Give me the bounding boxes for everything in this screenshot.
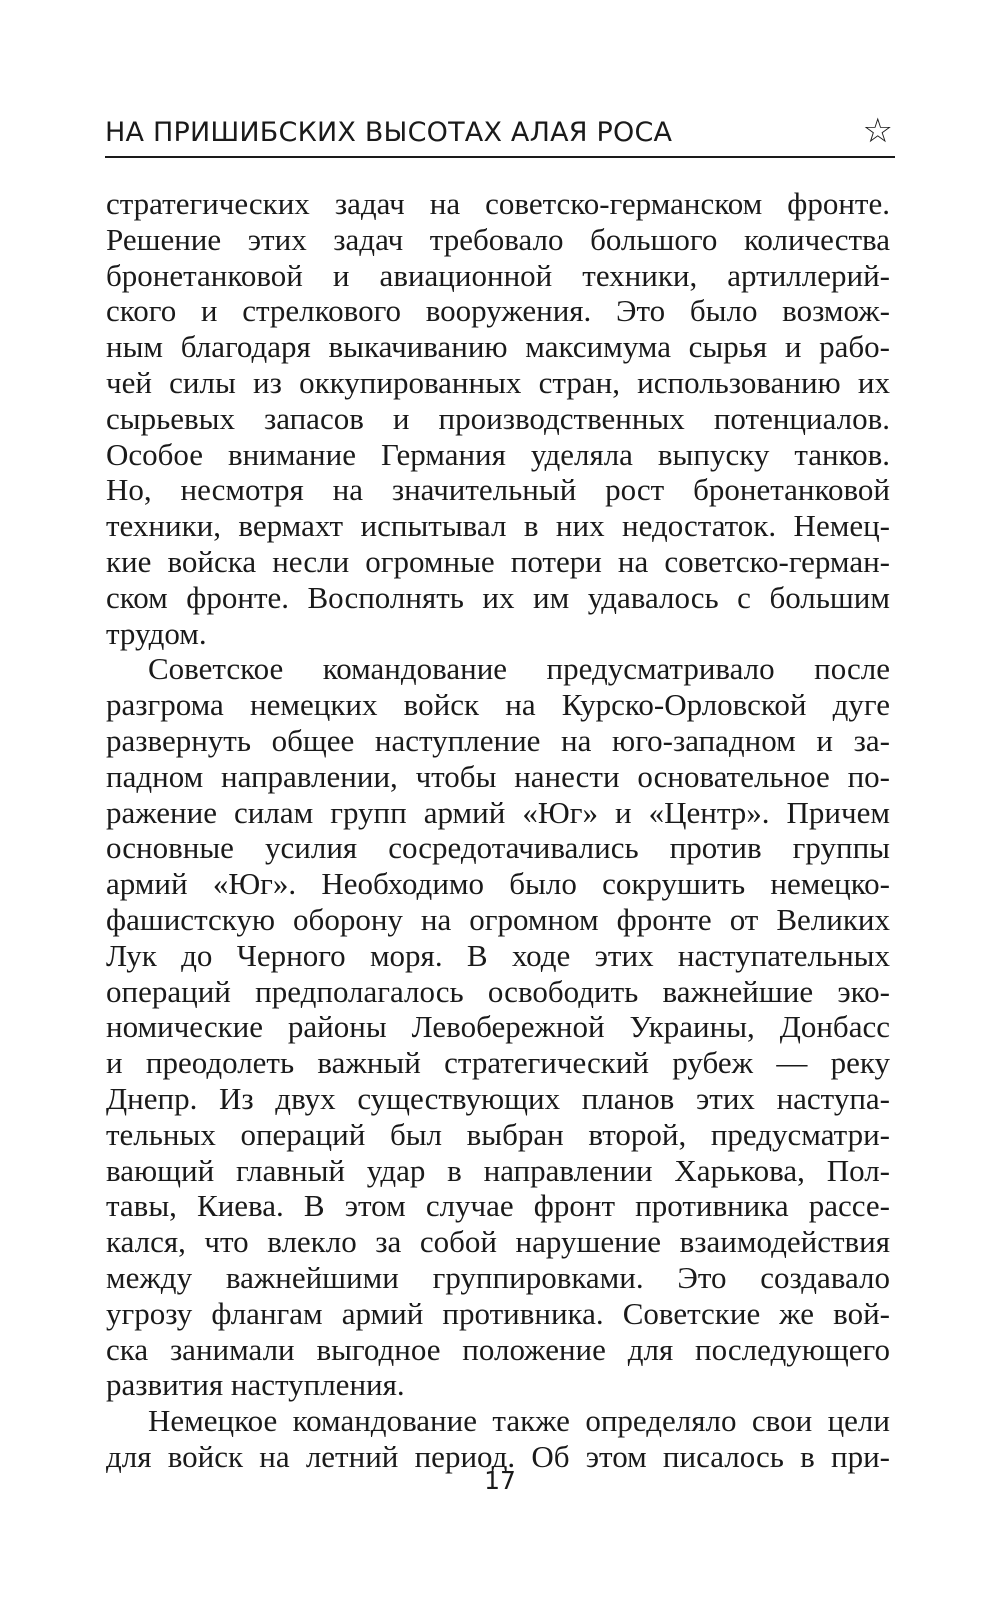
text-line: Днепр. Из двух существующих планов этих наступа- <box>106 1080 890 1116</box>
running-header-title: НА ПРИШИБСКИХ ВЫСОТАХ АЛАЯ РОСА <box>105 117 673 148</box>
running-header <box>105 112 895 158</box>
text-line: трудом. <box>106 615 207 651</box>
paragraph <box>106 651 890 1403</box>
body-text <box>106 186 890 1475</box>
text-line: и преодолеть важный стратегический рубеж — реку <box>106 1045 890 1081</box>
text-line: операций предполагалось освободить важнейшие эко- <box>106 973 890 1009</box>
text-line: техники, вермахт испытывал в них недостаток. Немец- <box>106 508 890 544</box>
text-line: кие войска несли огромные потери на советско-герман- <box>106 543 890 579</box>
text-line: основные усилия сосредотачивались против группы <box>106 830 890 866</box>
text-line: бронетанковой и авиационной техники, артиллерий- <box>106 257 890 293</box>
text-line: Советское командование предусматривало после <box>148 651 890 687</box>
text-line: ным благодаря выкачиванию максимума сырья и рабо- <box>106 329 890 365</box>
text-line: стратегических задач на советско-германском фронте. <box>106 186 890 221</box>
text-line: Особое внимание Германия уделяла выпуску танков. <box>106 436 890 472</box>
text-line: ского и стрелкового вооружения. Это было возмож- <box>106 293 890 329</box>
text-line: тельных операций был выбран второй, предусматри- <box>106 1116 890 1152</box>
text-line: кался, что влекло за собой нарушение взаимодействия <box>106 1224 890 1260</box>
text-line: Но, несмотря на значительный рост бронетанковой <box>106 472 890 508</box>
text-line: чей силы из оккупированных стран, использованию их <box>106 364 890 400</box>
text-line: разгрома немецких войск на Курско-Орловской дуге <box>106 687 890 723</box>
paragraph <box>106 1403 890 1475</box>
text-line: ражение силам групп армий «Юг» и «Центр». Причем <box>106 794 890 830</box>
text-line: тавы, Киева. В этом случае фронт противника рассе- <box>106 1188 890 1224</box>
text-line: ском фронте. Восполнять их им удавалось с большим <box>106 579 890 615</box>
text-line: угрозу флангам армий противника. Советские же вой- <box>106 1295 890 1331</box>
text-line: Лук до Черного моря. В ходе этих наступательных <box>106 937 890 973</box>
text-line: номические районы Левобережной Украины, Донбасс <box>106 1009 890 1045</box>
text-line: между важнейшими группировками. Это создавало <box>106 1259 890 1295</box>
paragraph <box>106 186 890 651</box>
text-line: Решение этих задач требовало большого количества <box>106 221 890 257</box>
text-line: ска занимали выгодное положение для последующего <box>106 1331 890 1367</box>
text-line: падном направлении, чтобы нанести основательное по- <box>106 758 890 794</box>
text-line: для войск на летний период. Об этом писалось в при- <box>106 1438 890 1474</box>
text-line: вающий главный удар в направлении Харькова, Пол- <box>106 1152 890 1188</box>
text-line: сырьевых запасов и производственных потенциалов. <box>106 400 890 436</box>
text-line: армий «Юг». Необходимо было сокрушить немецко- <box>106 866 890 902</box>
star-outline-icon: ☆ <box>862 111 893 151</box>
text-line: фашистскую оборону на огромном фронте от Великих <box>106 901 890 937</box>
text-line: развернуть общее наступление на юго-западном и за- <box>106 722 890 758</box>
text-line: развития наступления. <box>106 1367 405 1403</box>
page-number: 17 <box>484 1466 516 1495</box>
text-line: Немецкое командование также определяло свои цели <box>148 1403 890 1439</box>
